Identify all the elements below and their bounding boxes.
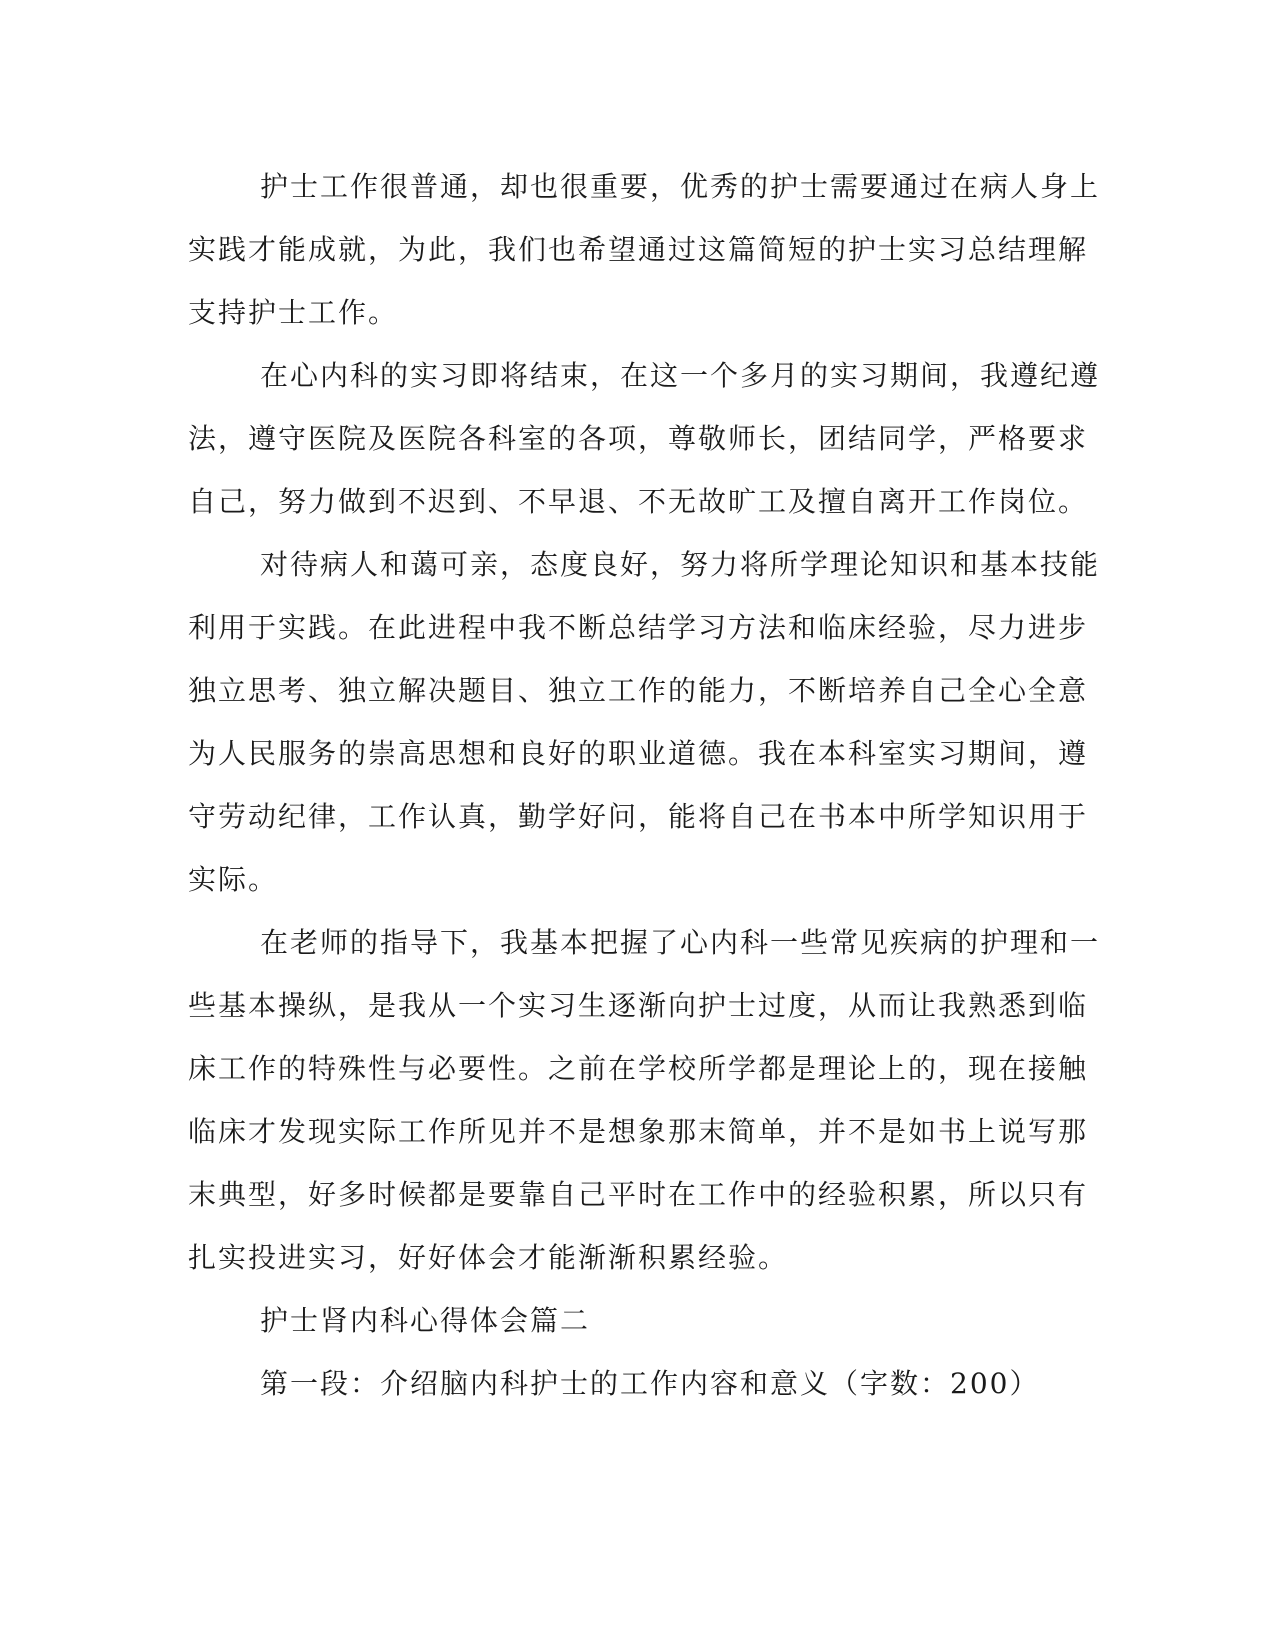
- paragraph-intro: [188, 155, 1101, 344]
- text-line: 支持护士工作。: [188, 296, 399, 329]
- document-body: [188, 155, 1101, 1415]
- text-line: 些基本操纵，是我从一个实习生逐渐向护士过度，从而让我熟悉到临: [188, 989, 1089, 1022]
- text-line: 第一段：介绍脑内科护士的工作内容和意义（字数：200）: [260, 1367, 1040, 1400]
- text-line: 护士工作很普通，却也很重要，优秀的护士需要通过在病人身上: [260, 170, 1101, 203]
- text-line: 实际。: [188, 863, 279, 896]
- section-title-text: 护士肾内科心得体会篇二: [260, 1304, 591, 1337]
- paragraph-discipline: [188, 344, 1101, 533]
- text-line: 法，遵守医院及医院各科室的各项，尊敬师长，团结同学，严格要求: [188, 422, 1089, 455]
- text-line: 临床才发现实际工作所见并不是想象那末简单，并不是如书上说写那: [188, 1115, 1089, 1148]
- text-line: 床工作的特殊性与必要性。之前在学校所学都是理论上的，现在接触: [188, 1052, 1089, 1085]
- text-line: 实践才能成就，为此，我们也希望通过这篇简短的护士实习总结理解: [188, 233, 1089, 266]
- text-line: 在老师的指导下，我基本把握了心内科一些常见疾病的护理和一: [260, 926, 1101, 959]
- text-line: 为人民服务的崇高思想和良好的职业道德。我在本科室实习期间，遵: [188, 737, 1089, 770]
- text-line: 利用于实践。在此进程中我不断总结学习方法和临床经验，尽力进步: [188, 611, 1089, 644]
- text-line: 独立思考、独立解决题目、独立工作的能力，不断培养自己全心全意: [188, 674, 1089, 707]
- text-line: 守劳动纪律，工作认真，勤学好问，能将自己在书本中所学知识用于: [188, 800, 1089, 833]
- text-line: 自己，努力做到不迟到、不早退、不无故旷工及擅自离开工作岗位。: [188, 485, 1089, 518]
- paragraph-section-first: [188, 1352, 1068, 1415]
- paragraph-guidance: [188, 911, 1101, 1289]
- text-line: 在心内科的实习即将结束，在这一个多月的实习期间，我遵纪遵: [260, 359, 1101, 392]
- section-title: [188, 1289, 1068, 1352]
- text-line: 扎实投进实习，好好体会才能渐渐积累经验。: [188, 1241, 789, 1274]
- text-line: 末典型，好多时候都是要靠自己平时在工作中的经验积累，所以只有: [188, 1178, 1089, 1211]
- paragraph-attitude: [188, 533, 1101, 911]
- text-line: 对待病人和蔼可亲，态度良好，努力将所学理论知识和基本技能: [260, 548, 1101, 581]
